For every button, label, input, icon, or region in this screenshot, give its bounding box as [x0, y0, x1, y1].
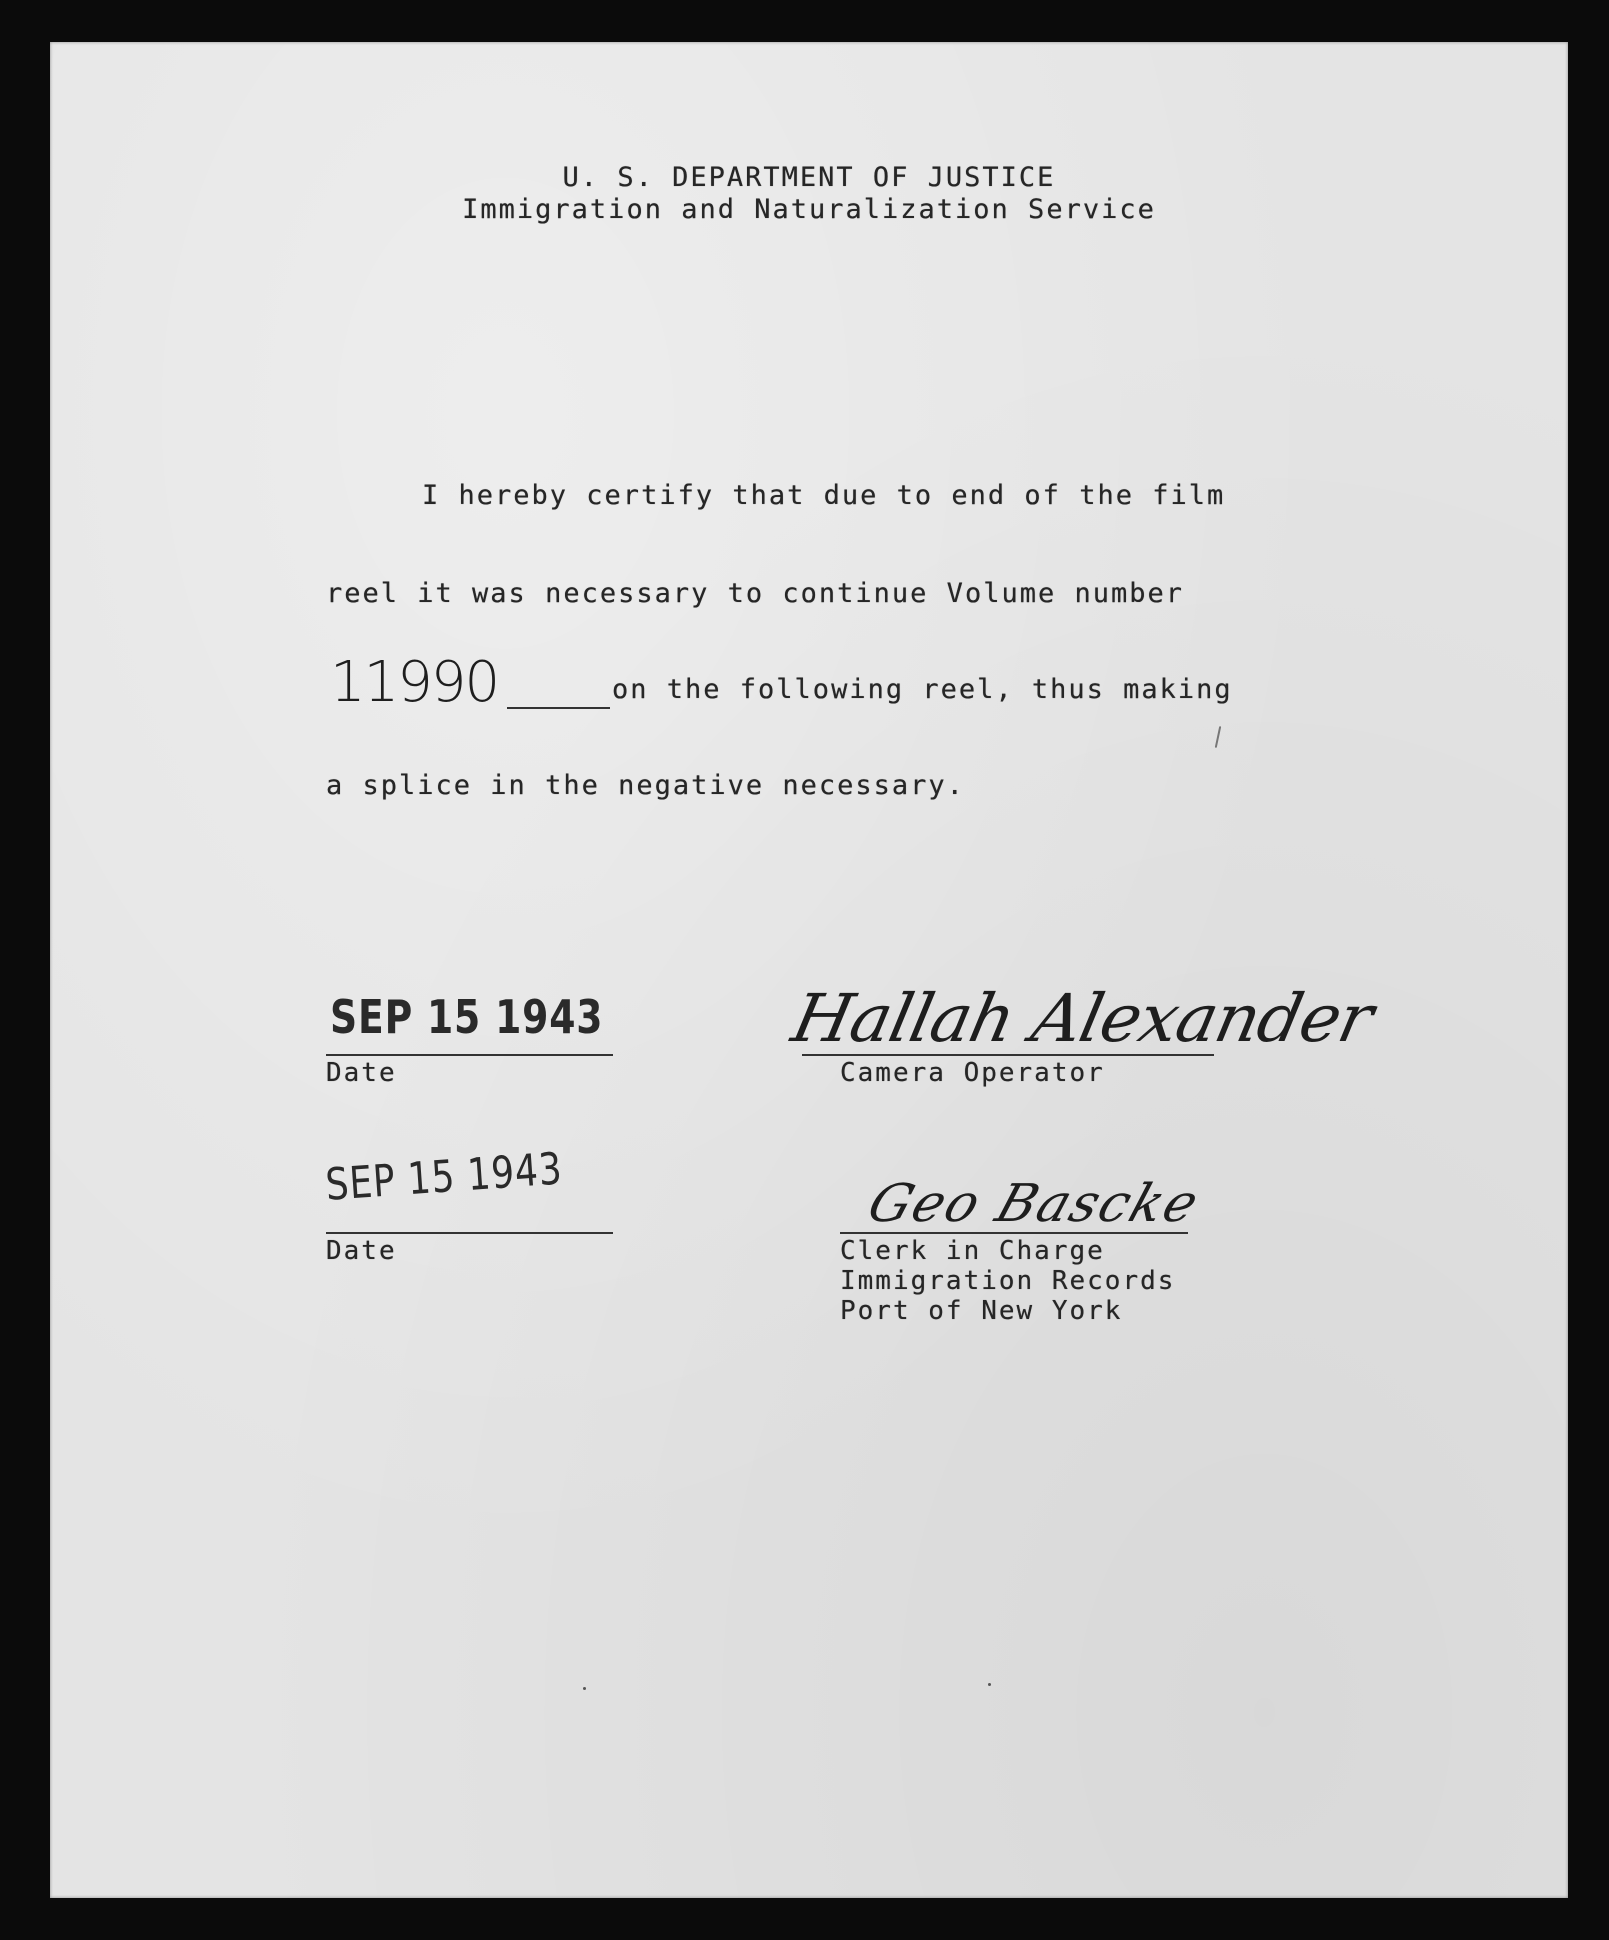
certification-line-3: on the following reel, thus making	[612, 674, 1233, 705]
department-heading: U. S. DEPARTMENT OF JUSTICE	[562, 162, 1056, 193]
certification-line-2: reel it was necessary to continue Volume number	[326, 578, 1185, 609]
date-label-2: Date	[326, 1236, 397, 1266]
date-stamp-1: SEP 15 1943	[330, 990, 604, 1044]
dust-speck	[988, 1683, 991, 1686]
certification-line-4: a splice in the negative necessary.	[326, 770, 965, 801]
volume-number-blank-line	[507, 707, 610, 709]
clerk-title-line-3: Port of New York	[840, 1296, 1123, 1326]
camera-operator-signature: Hallah Alexander	[785, 980, 1380, 1057]
service-heading: Immigration and Naturalization Service	[462, 194, 1156, 225]
date-line-1	[326, 1054, 613, 1056]
certification-line-1: I hereby certify that due to end of the film	[422, 480, 1226, 511]
document-page	[50, 42, 1568, 1898]
clerk-signature-line	[840, 1232, 1188, 1234]
date-stamp-2: SEP 15 1943	[324, 1143, 565, 1211]
camera-operator-label: Camera Operator	[840, 1058, 1105, 1088]
volume-number-handwritten: 11990	[330, 650, 499, 715]
clerk-title-line-1: Clerk in Charge	[840, 1236, 1105, 1266]
clerk-title-line-2: Immigration Records	[840, 1266, 1176, 1296]
dust-speck	[583, 1687, 586, 1690]
operator-signature-line	[802, 1054, 1214, 1056]
date-label-1: Date	[326, 1058, 397, 1088]
date-line-2	[326, 1232, 613, 1234]
clerk-signature: Geo Bascke	[860, 1174, 1208, 1234]
scratch-mark	[1215, 726, 1222, 748]
